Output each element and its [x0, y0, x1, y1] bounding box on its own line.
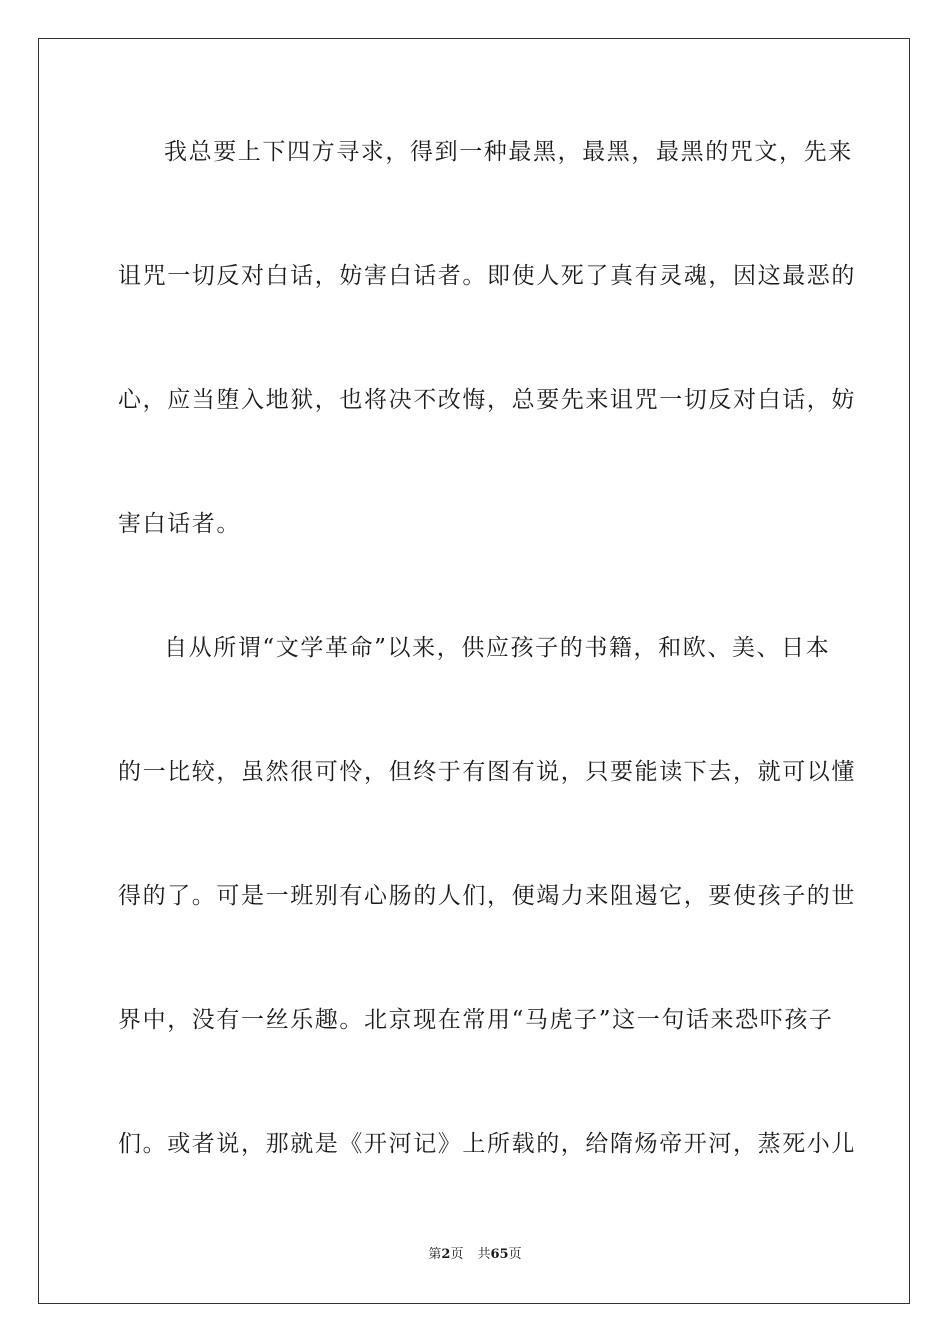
total-prefix: 共 [477, 1247, 491, 1262]
page-border [38, 38, 910, 1304]
paragraph-line: 害白话者。 [118, 511, 241, 537]
total-pages: 65 [490, 1247, 509, 1262]
paragraph-line: 自从所谓“文学革命”以来，供应孩子的书籍，和欧、美、日本 [164, 635, 831, 661]
page-number: 2 [441, 1247, 451, 1262]
paragraph-line: 界中，没有一丝乐趣。北京现在常用“马虎子”这一句话来恐吓孩子 [118, 1007, 834, 1033]
page-suffix: 页 [450, 1247, 464, 1262]
paragraph-line: 心，应当堕入地狱，也将决不改悔，总要先来诅咒一切反对白话，妨 [118, 387, 856, 413]
paragraph-line: 们。或者说，那就是《开河记》上所载的，给隋炀帝开河，蒸死小儿 [118, 1131, 856, 1157]
paragraph-line: 的一比较，虽然很可怜，但终于有图有说，只要能读下去，就可以懂 [118, 759, 856, 785]
paragraph-line: 得的了。可是一班别有心肠的人们，便竭力来阻遏它，要使孩子的世 [118, 883, 856, 909]
total-suffix: 页 [508, 1247, 522, 1262]
paragraph-line: 诅咒一切反对白话，妨害白话者。即使人死了真有灵魂，因这最恶的 [118, 263, 856, 289]
page-footer [0, 1247, 950, 1263]
paragraph-line: 我总要上下四方寻求，得到一种最黑，最黑，最黑的咒文，先来 [164, 139, 853, 165]
page-prefix: 第 [428, 1247, 442, 1262]
